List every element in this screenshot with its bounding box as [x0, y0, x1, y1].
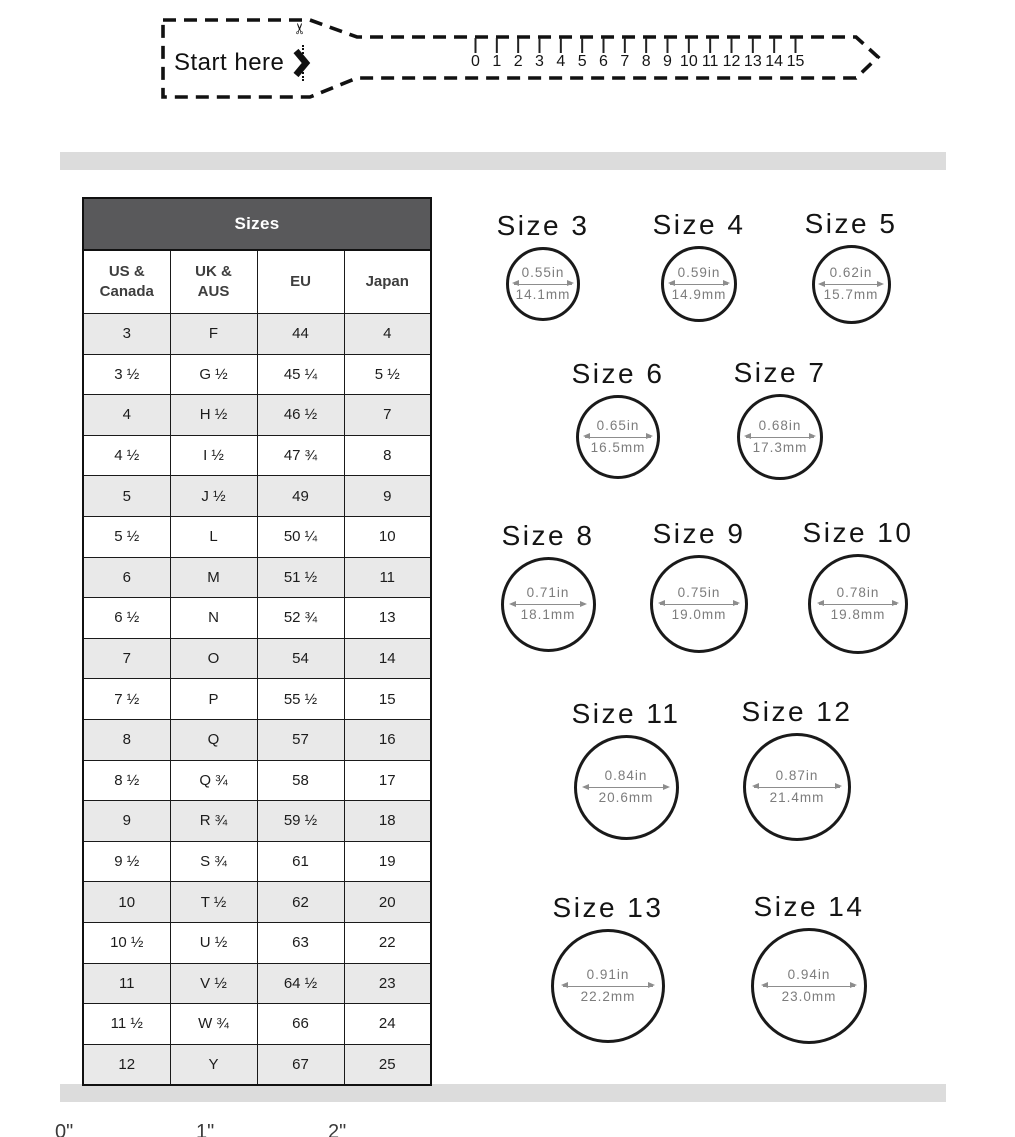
table-cell: 5 ½ — [344, 354, 431, 395]
diameter-arrow-icon — [746, 437, 813, 438]
diameter-mm: 20.6mm — [598, 790, 654, 805]
table-cell: 8 ½ — [83, 760, 170, 801]
ring-size-diagram — [758, 517, 958, 654]
table-cell: 16 — [344, 719, 431, 760]
table-cell: 66 — [257, 1004, 344, 1045]
table-cell: 50 ¼ — [257, 516, 344, 557]
table-cell: 10 ½ — [83, 922, 170, 963]
table-cell: Q — [170, 719, 257, 760]
diameter-mm: 17.3mm — [752, 439, 808, 455]
table-cell: 24 — [344, 1004, 431, 1045]
diameter-arrow-icon — [819, 604, 898, 605]
table-cell: M — [170, 557, 257, 598]
table-row — [83, 354, 431, 395]
table-row — [83, 638, 431, 679]
table-title-row — [83, 198, 431, 250]
diameter-inches: 0.68in — [758, 417, 802, 433]
diameter-arrow-icon — [511, 604, 586, 605]
ring-circle — [501, 557, 596, 652]
table-cell: Q ¾ — [170, 760, 257, 801]
ring-size-title: Size 4 — [652, 209, 746, 240]
table-cell: 47 ¾ — [257, 435, 344, 476]
table-cell: Y — [170, 1044, 257, 1085]
diameter-mm: 16.5mm — [590, 439, 646, 455]
ring-circle — [576, 395, 660, 479]
diameter-arrow-icon — [660, 604, 737, 605]
table-cell: F — [170, 314, 257, 355]
diameter-arrow-icon — [754, 787, 840, 788]
table-cell: P — [170, 679, 257, 720]
scissors-icon: ✂ — [291, 22, 309, 35]
table-cell: 63 — [257, 922, 344, 963]
diameter-arrow-icon — [584, 787, 667, 788]
table-cell: L — [170, 516, 257, 557]
table-cell: 45 ¼ — [257, 354, 344, 395]
table-cell: 4 — [83, 395, 170, 436]
diameter-arrow-icon — [820, 284, 881, 285]
table-cell: S ¾ — [170, 841, 257, 882]
ruler-number: 3 — [535, 53, 544, 70]
diameter-mm: 23.0mm — [781, 988, 837, 1004]
table-row — [83, 314, 431, 355]
ruler-number: 12 — [722, 53, 741, 70]
diameter-arrow-icon — [563, 986, 654, 987]
ruler-number: 11 — [701, 53, 719, 70]
diameter-mm: 19.8mm — [830, 606, 886, 622]
table-row — [83, 760, 431, 801]
table-cell: 44 — [257, 314, 344, 355]
ring-size-diagram — [508, 892, 708, 1043]
table-row — [83, 882, 431, 923]
start-here-group — [174, 46, 311, 80]
diameter-arrow-icon — [670, 284, 729, 285]
table-cell: 13 — [344, 598, 431, 639]
diameter-inches: 0.75in — [677, 584, 721, 600]
ruler-number: 0 — [471, 53, 480, 70]
ring-circle — [650, 555, 748, 653]
diameter-inches: 0.59in — [677, 264, 721, 280]
table-cell: 9 — [344, 476, 431, 517]
diameter-inches: 0.84in — [604, 768, 648, 784]
table-cell: 4 ½ — [83, 435, 170, 476]
table-cell: W ¾ — [170, 1004, 257, 1045]
ruler-number: 5 — [577, 53, 587, 70]
diameter-mm: 21.4mm — [769, 789, 825, 805]
diameter-mm: 18.1mm — [520, 607, 576, 622]
column-header: UK & AUS — [170, 250, 257, 314]
diameter-arrow-icon — [763, 986, 855, 987]
diameter-inches: 0.65in — [596, 417, 640, 433]
table-cell: 11 — [83, 963, 170, 1004]
ring-circle — [743, 733, 851, 841]
divider-bottom — [60, 1084, 946, 1102]
ring-circle — [551, 929, 665, 1043]
table-row — [83, 963, 431, 1004]
ring-size-diagram — [526, 698, 726, 840]
table-cell: 8 — [83, 719, 170, 760]
ring-circle — [812, 245, 891, 324]
table-cell: 17 — [344, 760, 431, 801]
ring-circle — [808, 554, 908, 654]
table-cell: 4 — [344, 314, 431, 355]
table-row — [83, 1044, 431, 1085]
ring-size-diagram — [751, 208, 951, 324]
table-cell: 5 ½ — [83, 516, 170, 557]
cut-line — [302, 45, 304, 81]
diameter-mm: 14.1mm — [515, 286, 571, 302]
table-row — [83, 841, 431, 882]
ruler-number: 13 — [743, 53, 762, 70]
table-cell: V ½ — [170, 963, 257, 1004]
table-cell: 10 — [83, 882, 170, 923]
table-cell: 11 — [344, 557, 431, 598]
table-cell: 8 — [344, 435, 431, 476]
ring-size-title: Size 3 — [496, 210, 590, 241]
table-cell: 3 — [83, 314, 170, 355]
table-cell: 52 ¾ — [257, 598, 344, 639]
table-cell: 59 ½ — [257, 801, 344, 842]
table-cell: 55 ½ — [257, 679, 344, 720]
table-cell: 12 — [83, 1044, 170, 1085]
table-cell: 14 — [344, 638, 431, 679]
table-cell: 54 — [257, 638, 344, 679]
diameter-inches: 0.62in — [829, 265, 873, 281]
table-cell: 67 — [257, 1044, 344, 1085]
table-row — [83, 1004, 431, 1045]
table-cell: 49 — [257, 476, 344, 517]
diameter-mm: 15.7mm — [823, 287, 879, 302]
table-cell: I ½ — [170, 435, 257, 476]
diameter-inches: 0.91in — [586, 966, 630, 982]
table-row — [83, 476, 431, 517]
table-row — [83, 516, 431, 557]
column-header: EU — [257, 250, 344, 314]
diameter-mm: 22.2mm — [580, 988, 636, 1004]
table-cell: 20 — [344, 882, 431, 923]
diameter-inches: 0.55in — [521, 264, 565, 280]
table-row — [83, 557, 431, 598]
table-cell: 51 ½ — [257, 557, 344, 598]
inch-label: 0" — [55, 1121, 74, 1137]
table-cell: 19 — [344, 841, 431, 882]
table-cell: G ½ — [170, 354, 257, 395]
ring-size-title: Size 11 — [571, 698, 681, 729]
ring-circle — [751, 928, 867, 1044]
ring-size-title: Size 5 — [804, 208, 898, 239]
table-title: Sizes — [83, 198, 431, 250]
table-cell: 46 ½ — [257, 395, 344, 436]
ruler-number: 6 — [599, 53, 608, 70]
table-cell: 7 — [83, 638, 170, 679]
diameter-mm: 19.0mm — [671, 606, 727, 622]
table-cell: 5 — [83, 476, 170, 517]
table-row — [83, 801, 431, 842]
table-cell: 62 — [257, 882, 344, 923]
table-cell: 15 — [344, 679, 431, 720]
diameter-inches: 0.87in — [775, 767, 819, 783]
table-cell: H ½ — [170, 395, 257, 436]
ruler-number: 10 — [679, 53, 698, 70]
size-conversion-table — [82, 197, 432, 1086]
divider-top — [60, 152, 946, 170]
table-cell: 3 ½ — [83, 354, 170, 395]
table-cell: 9 ½ — [83, 841, 170, 882]
ruler-ticks — [476, 38, 796, 53]
ring-size-title: Size 13 — [552, 892, 664, 923]
ring-circle — [506, 247, 580, 321]
ring-size-diagram — [697, 696, 897, 841]
inch-label: 2" — [328, 1121, 347, 1137]
table-cell: 22 — [344, 922, 431, 963]
table-cell: 6 ½ — [83, 598, 170, 639]
diameter-arrow-icon — [514, 284, 571, 285]
table-row — [83, 679, 431, 720]
ring-circle — [661, 246, 737, 322]
ruler-number: 9 — [663, 53, 672, 70]
table-row — [83, 719, 431, 760]
diameter-mm: 14.9mm — [671, 286, 727, 302]
table-cell: 61 — [257, 841, 344, 882]
column-header: US & Canada — [83, 250, 170, 314]
column-header: Japan — [344, 250, 431, 314]
ring-size-title: Size 10 — [802, 517, 914, 548]
table-cell: U ½ — [170, 922, 257, 963]
table-cell: 10 — [344, 516, 431, 557]
table-cell: 64 ½ — [257, 963, 344, 1004]
ring-size-title: Size 7 — [733, 357, 827, 388]
table-cell: O — [170, 638, 257, 679]
ring-circle — [574, 735, 679, 840]
table-cell: 9 — [83, 801, 170, 842]
ring-size-title: Size 8 — [501, 520, 595, 551]
table-row — [83, 435, 431, 476]
ring-size-diagram — [680, 357, 880, 480]
ring-size-title: Size 6 — [571, 358, 665, 389]
table-cell: 18 — [344, 801, 431, 842]
diameter-arrow-icon — [585, 437, 651, 438]
table-cell: 11 ½ — [83, 1004, 170, 1045]
ruler-number: 2 — [513, 53, 523, 70]
table-cell: 7 — [344, 395, 431, 436]
diameter-inches: 0.94in — [787, 966, 831, 982]
table-row — [83, 922, 431, 963]
table-cell: 23 — [344, 963, 431, 1004]
table-row — [83, 395, 431, 436]
inch-label: 1" — [196, 1121, 215, 1137]
diameter-inches: 0.78in — [836, 584, 880, 600]
ring-size-title: Size 14 — [753, 891, 865, 922]
diameter-inches: 0.71in — [526, 585, 570, 601]
table-cell: 6 — [83, 557, 170, 598]
ring-circle — [737, 394, 823, 480]
table-cell: 57 — [257, 719, 344, 760]
ring-size-title: Size 12 — [741, 696, 853, 727]
ruler-number: 4 — [556, 53, 566, 70]
table-cell: 58 — [257, 760, 344, 801]
table-cell: J ½ — [170, 476, 257, 517]
ring-size-title: Size 9 — [652, 518, 746, 549]
table-cell: R ¾ — [170, 801, 257, 842]
ring-size-diagram — [709, 891, 909, 1044]
table-cell: 25 — [344, 1044, 431, 1085]
ruler-number: 7 — [620, 53, 630, 70]
ruler-number: 8 — [641, 53, 651, 70]
table-row — [83, 598, 431, 639]
table-cell: T ½ — [170, 882, 257, 923]
ruler-number: 1 — [492, 53, 502, 70]
table-header-row — [83, 250, 431, 314]
table-cell: 7 ½ — [83, 679, 170, 720]
start-here-label: Start here — [174, 49, 285, 76]
ruler-number: 14 — [765, 53, 784, 70]
table-cell: N — [170, 598, 257, 639]
ruler-number: 15 — [786, 53, 805, 70]
